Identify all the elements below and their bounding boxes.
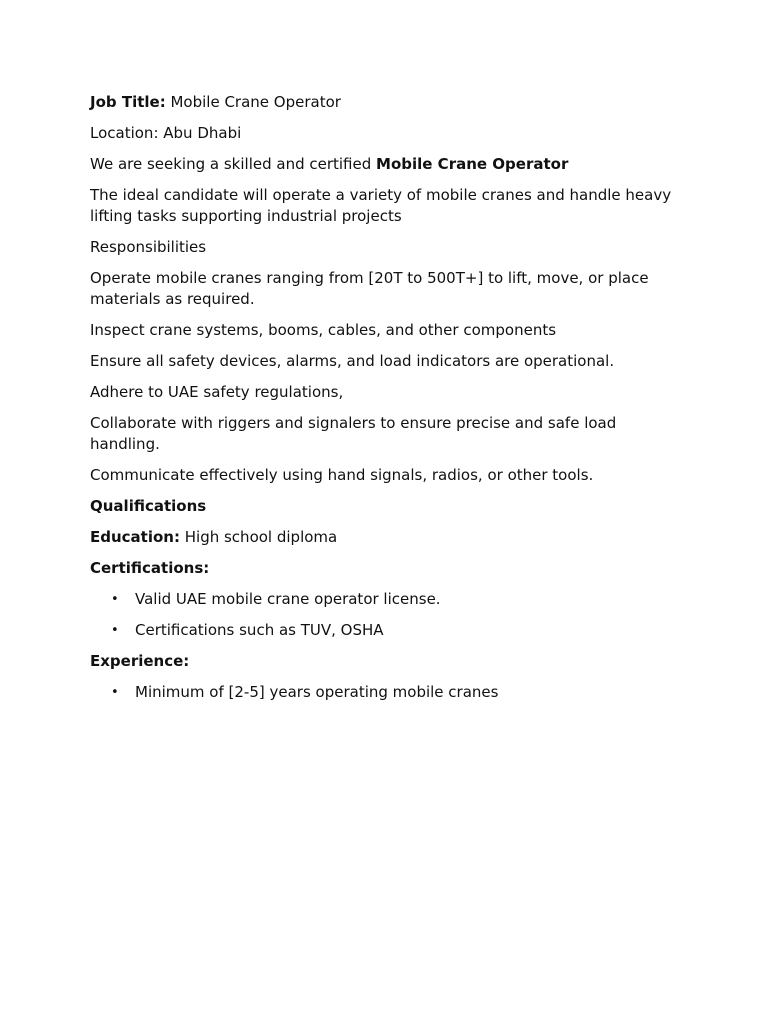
responsibility-item: Ensure all safety devices, alarms, and load indicators are operational. — [90, 352, 615, 370]
document-page — [90, 92, 690, 713]
intro-line — [90, 154, 690, 175]
experience-text: Minimum of [2-5] years operating mobile cranes — [135, 683, 499, 701]
bullet-icon: • — [111, 623, 119, 638]
location-line: Location: Abu Dhabi — [90, 124, 242, 142]
education-label: Education: — [90, 528, 180, 546]
responsibility-item: Operate mobile cranes ranging from [20T to 500T+] to lift, move, or place materials as required. — [90, 269, 649, 308]
certification-text: Certifications such as TUV, OSHA — [135, 621, 384, 639]
responsibility-item: Inspect crane systems, booms, cables, and other components — [90, 321, 557, 339]
intro-text: We are seeking a skilled and certified — [90, 155, 377, 173]
job-title-label: Job Title: — [90, 93, 166, 111]
list-item — [90, 682, 690, 703]
job-title-line — [90, 92, 690, 113]
qualifications-heading: Qualifications — [90, 497, 207, 515]
ideal-candidate-paragraph: The ideal candidate will operate a variety of mobile cranes and handle heavy lifting tasks supporting industrial projects — [90, 186, 672, 225]
list-item — [90, 589, 690, 610]
bullet-icon: • — [111, 685, 119, 700]
experience-heading: Experience: — [90, 652, 190, 670]
responsibility-item: Communicate effectively using hand signals, radios, or other tools. — [90, 466, 594, 484]
education-value: High school diploma — [179, 528, 338, 546]
responsibilities-heading: Responsibilities — [90, 238, 207, 256]
certifications-list — [90, 589, 690, 641]
bullet-icon: • — [111, 592, 119, 607]
responsibility-item: Collaborate with riggers and signalers to ensure precise and safe load handling. — [90, 414, 617, 453]
experience-list — [90, 682, 690, 703]
responsibility-item: Adhere to UAE safety regulations, — [90, 383, 344, 401]
certifications-heading: Certifications: — [90, 559, 210, 577]
intro-role: Mobile Crane Operator — [376, 155, 569, 173]
certification-text: Valid UAE mobile crane operator license. — [135, 590, 441, 608]
education-line — [90, 527, 690, 548]
list-item — [90, 620, 690, 641]
job-title-value: Mobile Crane Operator — [165, 93, 341, 111]
